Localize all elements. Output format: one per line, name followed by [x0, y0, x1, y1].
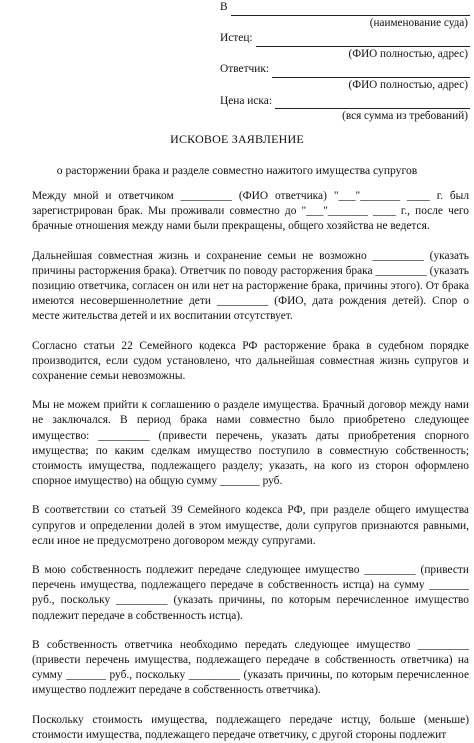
paragraph-plaintiff-share: В мою собственность подлежит передаче следующее имущество _________ (привести перечень имущества, подлежащего передаче в собственность истца) на сумму _______ руб., поскольку _________ (указать причины, по которым перечисленное имущество подлежит передаче в собственность истца).	[32, 564, 469, 622]
paragraph-compensation: Поскольку стоимость имущества, подлежащего передаче истцу, больше (меньше) стоимости имущества, подлежащего передаче ответчику, с другой стороны подлежит	[32, 713, 469, 741]
paragraph-marriage-registration: Между мной и ответчиком _________ (ФИО ответчика) "___"_______ ____ г. был зарегистрирован брак. Мы проживали совместно до "___"_______ ____ г., после чего брачные отношения между нами были прекращены, общего хозяйства не ведется.	[32, 190, 469, 233]
plaintiff-note: (ФИО полностью, адрес)	[348, 47, 468, 60]
court-label: В	[220, 1, 228, 13]
document-header	[220, 0, 470, 125]
court-note: (наименование суда)	[369, 16, 468, 29]
court-blank	[231, 4, 470, 16]
paragraph-article-22: Согласно статьи 22 Семейного кодекса РФ расторжение брака в судебном порядке производится, если судом установлено, что дальнейшая совместная жизнь супругов и сохранение семьи невозможны.	[32, 339, 469, 383]
price-label: Цена иска:	[220, 94, 273, 107]
document-title: ИСКОВОЕ ЗАЯВЛЕНИЕ	[170, 132, 304, 146]
document-subtitle: о расторжении брака и разделе совместно нажитого имущества супругов	[56, 164, 418, 177]
plaintiff-label: Истец:	[220, 32, 253, 45]
defendant-label: Ответчик:	[220, 63, 270, 76]
document-body	[32, 189, 469, 743]
plaintiff-blank	[256, 35, 470, 47]
defendant-note: (ФИО полностью, адрес)	[348, 78, 468, 91]
court-line	[220, 0, 470, 16]
price-note: (вся сумма из требований)	[342, 110, 468, 123]
plaintiff-line	[220, 31, 470, 47]
paragraph-article-39: В соответствии со статьей 39 Семейного кодекса РФ, при разделе общего имущества супругов и определении долей в этом имуществе, доли супругов признаются равными, если иное не предусмотрено договором между супругами.	[32, 504, 469, 547]
price-blank	[275, 97, 470, 109]
price-line	[220, 94, 470, 110]
paragraph-divorce-reasons: Дальнейшая совместная жизнь и сохранение семьи не возможно _________ (указать причины расторжения брака). Ответчик по поводу расторжения брака _________ (указать позицию ответчика, согласен он или нет на расторжение брака, причины этого). От брака имеются несовершеннолетние дети _________ (ФИО, дата рождения детей). Спор о месте жительства детей и их воспитании отсутствует.	[32, 249, 469, 323]
defendant-line	[220, 62, 470, 78]
paragraph-property-list: Мы не можем прийти к соглашению о разделе имущества. Брачный договор между нами не заключался. В период брака нами совместно было приобретено следующее имущество: _________ (привести перечень, указать даты приобретения спорного имущества; по каким сделкам имущество поступило в совместную собственность; стоимость имущества, подлежащего разделу; указать, на кого из сторон оформлено спорное имущество) на общую сумму _______ руб.	[32, 399, 469, 488]
paragraph-defendant-share: В собственность ответчика необходимо передать следующее имущество _________ (привести перечень имущества, подлежащего передаче в собственность ответчика) на сумму _______ руб., поскольку _________ (указать причины, по которым перечисленное имущество подлежит передаче в собственность ответчика).	[32, 638, 469, 697]
defendant-blank	[272, 66, 470, 78]
